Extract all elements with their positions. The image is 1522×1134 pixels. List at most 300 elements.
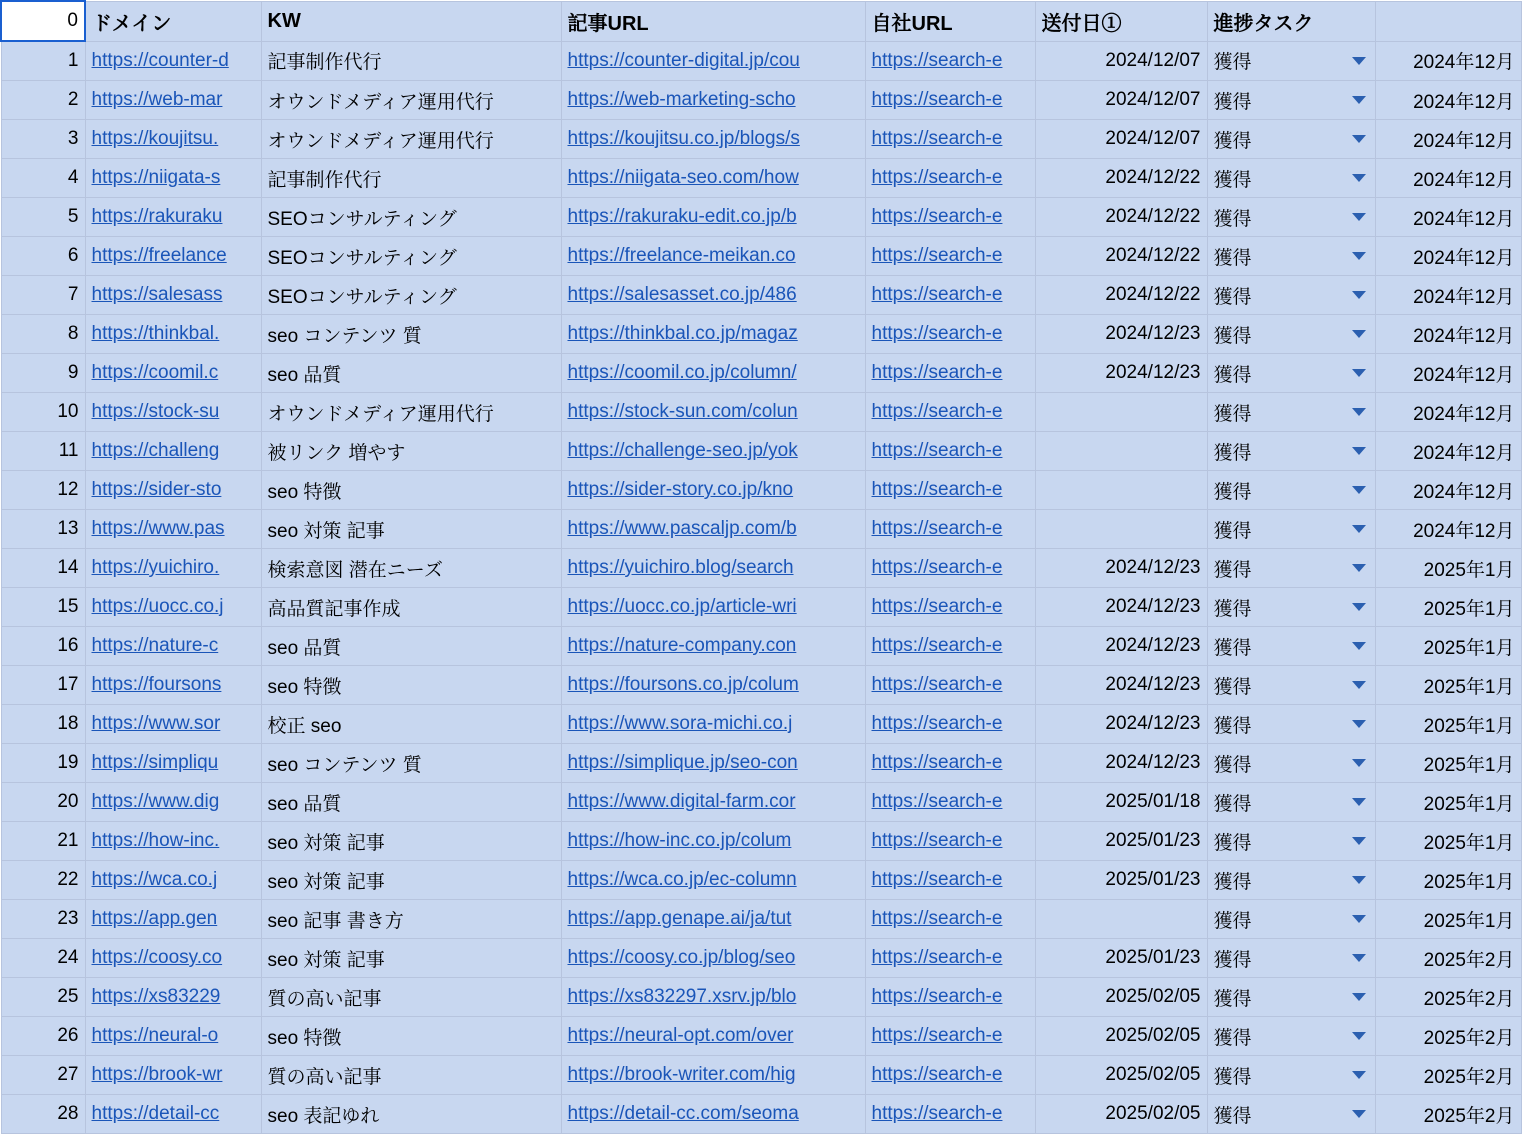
domain-link[interactable] xyxy=(85,666,261,705)
send-date-cell[interactable]: 2024/12/23 xyxy=(1035,627,1207,666)
own-url-link-text[interactable]: https://search-e xyxy=(871,323,1003,344)
row-index[interactable]: 23 xyxy=(1,900,85,939)
progress-task-dropdown[interactable] xyxy=(1207,393,1375,432)
progress-task-dropdown[interactable] xyxy=(1207,198,1375,237)
chevron-down-icon[interactable] xyxy=(1352,486,1366,494)
chevron-down-icon[interactable] xyxy=(1352,954,1366,962)
domain-link[interactable] xyxy=(85,432,261,471)
article-url-link-text[interactable]: https://salesasset.co.jp/486 xyxy=(567,284,797,305)
own-url-link[interactable] xyxy=(865,666,1035,705)
progress-task-dropdown[interactable] xyxy=(1207,666,1375,705)
article-url-link[interactable] xyxy=(561,822,865,861)
article-url-link[interactable] xyxy=(561,705,865,744)
month-cell[interactable]: 2024年12月 xyxy=(1375,81,1521,120)
chevron-down-icon[interactable] xyxy=(1352,408,1366,416)
own-url-link-text[interactable]: https://search-e xyxy=(871,596,1003,617)
article-url-link-text[interactable]: https://app.genape.ai/ja/tut xyxy=(567,908,792,929)
progress-task-dropdown[interactable] xyxy=(1207,588,1375,627)
progress-task-dropdown[interactable] xyxy=(1207,939,1375,978)
domain-link-text[interactable]: https://web-mar xyxy=(91,89,223,110)
header-index-cell[interactable]: 0 xyxy=(1,1,85,41)
domain-link[interactable] xyxy=(85,237,261,276)
domain-link[interactable] xyxy=(85,822,261,861)
month-cell[interactable]: 2024年12月 xyxy=(1375,276,1521,315)
header-kw[interactable]: KW xyxy=(261,1,561,41)
row-index[interactable]: 8 xyxy=(1,315,85,354)
table-row[interactable] xyxy=(1,159,1521,198)
domain-link-text[interactable]: https://coomil.c xyxy=(91,362,219,383)
article-url-link[interactable] xyxy=(561,861,865,900)
send-date-cell[interactable]: 2025/01/18 xyxy=(1035,783,1207,822)
article-url-link[interactable] xyxy=(561,744,865,783)
send-date-cell[interactable]: 2024/12/23 xyxy=(1035,744,1207,783)
keyword-cell[interactable]: seo 品質 xyxy=(261,627,561,666)
domain-link[interactable] xyxy=(85,549,261,588)
domain-link[interactable] xyxy=(85,783,261,822)
domain-link[interactable] xyxy=(85,354,261,393)
keyword-cell[interactable]: seo 対策 記事 xyxy=(261,822,561,861)
send-date-cell[interactable]: 2024/12/07 xyxy=(1035,120,1207,159)
domain-link[interactable] xyxy=(85,159,261,198)
chevron-down-icon[interactable] xyxy=(1352,1071,1366,1079)
table-row[interactable] xyxy=(1,315,1521,354)
own-url-link-text[interactable]: https://search-e xyxy=(871,128,1003,149)
own-url-link[interactable] xyxy=(865,1056,1035,1095)
domain-link[interactable] xyxy=(85,627,261,666)
send-date-cell[interactable]: 2025/01/23 xyxy=(1035,939,1207,978)
month-cell[interactable]: 2025年1月 xyxy=(1375,861,1521,900)
progress-task-dropdown[interactable] xyxy=(1207,744,1375,783)
own-url-link-text[interactable]: https://search-e xyxy=(871,791,1003,812)
row-index[interactable]: 26 xyxy=(1,1017,85,1056)
own-url-link-text[interactable]: https://search-e xyxy=(871,557,1003,578)
month-cell[interactable]: 2025年2月 xyxy=(1375,978,1521,1017)
table-row[interactable] xyxy=(1,939,1521,978)
chevron-down-icon[interactable] xyxy=(1352,174,1366,182)
article-url-link[interactable] xyxy=(561,1017,865,1056)
progress-task-dropdown[interactable] xyxy=(1207,861,1375,900)
keyword-cell[interactable]: SEOコンサルティング xyxy=(261,237,561,276)
progress-task-dropdown[interactable] xyxy=(1207,81,1375,120)
row-index[interactable]: 22 xyxy=(1,861,85,900)
article-url-link-text[interactable]: https://counter-digital.jp/cou xyxy=(567,49,800,71)
month-cell[interactable]: 2025年1月 xyxy=(1375,900,1521,939)
domain-link-text[interactable]: https://sider-sto xyxy=(91,479,222,500)
progress-task-dropdown[interactable] xyxy=(1207,120,1375,159)
send-date-cell[interactable]: 2025/01/23 xyxy=(1035,861,1207,900)
domain-link[interactable] xyxy=(85,1017,261,1056)
month-cell[interactable]: 2025年1月 xyxy=(1375,783,1521,822)
own-url-link-text[interactable]: https://search-e xyxy=(871,830,1003,851)
own-url-link[interactable] xyxy=(865,159,1035,198)
table-row[interactable] xyxy=(1,822,1521,861)
own-url-link-text[interactable]: https://search-e xyxy=(871,440,1003,461)
header-domain[interactable]: ドメイン xyxy=(85,1,261,41)
own-url-link-text[interactable]: https://search-e xyxy=(871,89,1003,110)
row-index[interactable]: 9 xyxy=(1,354,85,393)
own-url-link-text[interactable]: https://search-e xyxy=(871,362,1003,383)
row-index[interactable]: 19 xyxy=(1,744,85,783)
row-index[interactable]: 12 xyxy=(1,471,85,510)
article-url-link[interactable] xyxy=(561,432,865,471)
own-url-link[interactable] xyxy=(865,627,1035,666)
send-date-cell[interactable]: 2024/12/22 xyxy=(1035,237,1207,276)
keyword-cell[interactable]: seo 対策 記事 xyxy=(261,510,561,549)
domain-link-text[interactable]: https://xs83229 xyxy=(91,986,221,1007)
row-index[interactable]: 5 xyxy=(1,198,85,237)
month-cell[interactable]: 2024年12月 xyxy=(1375,432,1521,471)
table-row[interactable] xyxy=(1,354,1521,393)
domain-link[interactable] xyxy=(85,276,261,315)
article-url-link-text[interactable]: https://koujitsu.co.jp/blogs/s xyxy=(567,128,800,149)
domain-link[interactable] xyxy=(85,1056,261,1095)
row-index[interactable]: 2 xyxy=(1,81,85,120)
own-url-link[interactable] xyxy=(865,783,1035,822)
progress-task-dropdown[interactable] xyxy=(1207,510,1375,549)
table-row[interactable] xyxy=(1,120,1521,159)
own-url-link-text[interactable]: https://search-e xyxy=(871,245,1003,266)
header-progress-task[interactable]: 進捗タスク xyxy=(1207,1,1375,41)
article-url-link-text[interactable]: https://stock-sun.com/colun xyxy=(567,401,798,422)
article-url-link-text[interactable]: https://rakuraku-edit.co.jp/b xyxy=(567,206,797,227)
article-url-link-text[interactable]: https://thinkbal.co.jp/magaz xyxy=(567,323,798,344)
domain-link-text[interactable]: https://coosy.co xyxy=(91,947,223,968)
domain-link-text[interactable]: https://foursons xyxy=(91,674,222,695)
table-row[interactable] xyxy=(1,432,1521,471)
domain-link[interactable] xyxy=(85,510,261,549)
progress-task-dropdown[interactable] xyxy=(1207,432,1375,471)
table-row[interactable] xyxy=(1,588,1521,627)
send-date-cell[interactable] xyxy=(1035,471,1207,510)
month-cell[interactable]: 2024年12月 xyxy=(1375,471,1521,510)
own-url-link[interactable] xyxy=(865,510,1035,549)
keyword-cell[interactable]: seo 特徴 xyxy=(261,471,561,510)
month-cell[interactable]: 2024年12月 xyxy=(1375,198,1521,237)
row-index[interactable]: 16 xyxy=(1,627,85,666)
article-url-link-text[interactable]: https://www.digital-farm.cor xyxy=(567,791,796,812)
send-date-cell[interactable]: 2024/12/22 xyxy=(1035,159,1207,198)
table-row[interactable] xyxy=(1,510,1521,549)
progress-task-dropdown[interactable] xyxy=(1207,1056,1375,1095)
month-cell[interactable]: 2025年1月 xyxy=(1375,627,1521,666)
own-url-link[interactable] xyxy=(865,432,1035,471)
article-url-link[interactable] xyxy=(561,237,865,276)
article-url-link[interactable] xyxy=(561,666,865,705)
chevron-down-icon[interactable] xyxy=(1352,1032,1366,1040)
send-date-cell[interactable]: 2025/02/05 xyxy=(1035,1095,1207,1134)
article-url-link[interactable] xyxy=(561,1095,865,1134)
month-cell[interactable]: 2024年12月 xyxy=(1375,120,1521,159)
article-url-link[interactable] xyxy=(561,900,865,939)
month-cell[interactable]: 2024年12月 xyxy=(1375,41,1521,81)
own-url-link-text[interactable]: https://search-e xyxy=(871,1064,1003,1085)
chevron-down-icon[interactable] xyxy=(1352,291,1366,299)
article-url-link-text[interactable]: https://niigata-seo.com/how xyxy=(567,167,799,188)
table-row[interactable] xyxy=(1,978,1521,1017)
article-url-link[interactable] xyxy=(561,939,865,978)
send-date-cell[interactable]: 2025/01/23 xyxy=(1035,822,1207,861)
keyword-cell[interactable]: 検索意図 潜在ニーズ xyxy=(261,549,561,588)
row-index[interactable]: 20 xyxy=(1,783,85,822)
own-url-link-text[interactable]: https://search-e xyxy=(871,1103,1003,1124)
keyword-cell[interactable]: 記事制作代行 xyxy=(261,41,561,81)
article-url-link-text[interactable]: https://sider-story.co.jp/kno xyxy=(567,479,794,500)
month-cell[interactable]: 2025年2月 xyxy=(1375,1017,1521,1056)
table-row[interactable] xyxy=(1,237,1521,276)
chevron-down-icon[interactable] xyxy=(1352,642,1366,650)
month-cell[interactable]: 2024年12月 xyxy=(1375,237,1521,276)
article-url-link-text[interactable]: https://challenge-seo.jp/yok xyxy=(567,440,798,461)
article-url-link[interactable] xyxy=(561,120,865,159)
progress-task-dropdown[interactable] xyxy=(1207,354,1375,393)
progress-task-dropdown[interactable] xyxy=(1207,471,1375,510)
article-url-link[interactable] xyxy=(561,159,865,198)
table-row[interactable] xyxy=(1,1017,1521,1056)
chevron-down-icon[interactable] xyxy=(1352,57,1366,65)
domain-link[interactable] xyxy=(85,900,261,939)
table-row[interactable] xyxy=(1,783,1521,822)
article-url-link[interactable] xyxy=(561,315,865,354)
domain-link-text[interactable]: https://niigata-s xyxy=(91,167,221,188)
article-url-link[interactable] xyxy=(561,198,865,237)
keyword-cell[interactable]: seo 品質 xyxy=(261,354,561,393)
domain-link-text[interactable]: https://stock-su xyxy=(91,401,220,422)
article-url-link[interactable] xyxy=(561,549,865,588)
own-url-link[interactable] xyxy=(865,81,1035,120)
own-url-link[interactable] xyxy=(865,900,1035,939)
table-row[interactable] xyxy=(1,861,1521,900)
chevron-down-icon[interactable] xyxy=(1352,798,1366,806)
progress-task-dropdown[interactable] xyxy=(1207,705,1375,744)
send-date-cell[interactable] xyxy=(1035,432,1207,471)
month-cell[interactable]: 2025年2月 xyxy=(1375,1056,1521,1095)
keyword-cell[interactable]: seo コンテンツ 質 xyxy=(261,315,561,354)
own-url-link[interactable] xyxy=(865,276,1035,315)
row-index[interactable]: 17 xyxy=(1,666,85,705)
month-cell[interactable]: 2025年1月 xyxy=(1375,666,1521,705)
article-url-link-text[interactable]: https://simplique.jp/seo-con xyxy=(567,752,798,773)
own-url-link[interactable] xyxy=(865,549,1035,588)
row-index[interactable]: 1 xyxy=(1,41,85,81)
progress-task-dropdown[interactable] xyxy=(1207,627,1375,666)
send-date-cell[interactable]: 2025/02/05 xyxy=(1035,978,1207,1017)
progress-task-dropdown[interactable] xyxy=(1207,276,1375,315)
send-date-cell[interactable]: 2024/12/23 xyxy=(1035,705,1207,744)
month-cell[interactable]: 2024年12月 xyxy=(1375,354,1521,393)
keyword-cell[interactable]: SEOコンサルティング xyxy=(261,198,561,237)
own-url-link-text[interactable]: https://search-e xyxy=(871,635,1003,656)
table-row[interactable] xyxy=(1,666,1521,705)
table-row[interactable] xyxy=(1,549,1521,588)
chevron-down-icon[interactable] xyxy=(1352,564,1366,572)
row-index[interactable]: 10 xyxy=(1,393,85,432)
table-row[interactable] xyxy=(1,81,1521,120)
own-url-link[interactable] xyxy=(865,822,1035,861)
progress-task-dropdown[interactable] xyxy=(1207,41,1375,81)
article-url-link-text[interactable]: https://coosy.co.jp/blog/seo xyxy=(567,947,796,968)
domain-link-text[interactable]: https://simpliqu xyxy=(91,752,219,773)
article-url-link-text[interactable]: https://neural-opt.com/over xyxy=(567,1025,794,1046)
progress-task-dropdown[interactable] xyxy=(1207,783,1375,822)
send-date-cell[interactable]: 2024/12/07 xyxy=(1035,81,1207,120)
article-url-link[interactable] xyxy=(561,354,865,393)
keyword-cell[interactable]: seo 対策 記事 xyxy=(261,939,561,978)
article-url-link-text[interactable]: https://foursons.co.jp/colum xyxy=(567,674,799,695)
keyword-cell[interactable]: 高品質記事作成 xyxy=(261,588,561,627)
progress-task-dropdown[interactable] xyxy=(1207,549,1375,588)
domain-link[interactable] xyxy=(85,978,261,1017)
article-url-link[interactable] xyxy=(561,978,865,1017)
domain-link-text[interactable]: https://detail-cc xyxy=(91,1103,220,1124)
header-own-url[interactable]: 自社URL xyxy=(865,1,1035,41)
domain-link-text[interactable]: https://www.pas xyxy=(91,518,225,539)
progress-task-dropdown[interactable] xyxy=(1207,315,1375,354)
month-cell[interactable]: 2024年12月 xyxy=(1375,510,1521,549)
keyword-cell[interactable]: seo 品質 xyxy=(261,783,561,822)
domain-link[interactable] xyxy=(85,41,261,81)
article-url-link[interactable] xyxy=(561,627,865,666)
article-url-link-text[interactable]: https://detail-cc.com/seoma xyxy=(567,1103,799,1124)
keyword-cell[interactable]: seo 特徴 xyxy=(261,1017,561,1056)
row-index[interactable]: 4 xyxy=(1,159,85,198)
header-send-date[interactable]: 送付日① xyxy=(1035,1,1207,41)
keyword-cell[interactable]: seo 記事 書き方 xyxy=(261,900,561,939)
keyword-cell[interactable]: SEOコンサルティング xyxy=(261,276,561,315)
article-url-link-text[interactable]: https://brook-writer.com/hig xyxy=(567,1064,796,1085)
keyword-cell[interactable]: オウンドメディア運用代行 xyxy=(261,393,561,432)
chevron-down-icon[interactable] xyxy=(1352,135,1366,143)
own-url-link[interactable] xyxy=(865,978,1035,1017)
own-url-link-text[interactable]: https://search-e xyxy=(871,479,1003,500)
article-url-link-text[interactable]: https://uocc.co.jp/article-wri xyxy=(567,596,797,617)
article-url-link-text[interactable]: https://web-marketing-scho xyxy=(567,89,796,110)
domain-link[interactable] xyxy=(85,744,261,783)
chevron-down-icon[interactable] xyxy=(1352,525,1366,533)
row-index[interactable]: 28 xyxy=(1,1095,85,1134)
keyword-cell[interactable]: オウンドメディア運用代行 xyxy=(261,120,561,159)
send-date-cell[interactable]: 2024/12/23 xyxy=(1035,315,1207,354)
article-url-link[interactable] xyxy=(561,393,865,432)
own-url-link-text[interactable]: https://search-e xyxy=(871,947,1003,968)
domain-link[interactable] xyxy=(85,81,261,120)
own-url-link[interactable] xyxy=(865,41,1035,81)
table-row[interactable] xyxy=(1,198,1521,237)
article-url-link[interactable] xyxy=(561,783,865,822)
article-url-link-text[interactable]: https://yuichiro.blog/search xyxy=(567,557,794,578)
own-url-link[interactable] xyxy=(865,198,1035,237)
article-url-link[interactable] xyxy=(561,41,865,81)
own-url-link-text[interactable]: https://search-e xyxy=(871,674,1003,695)
article-url-link-text[interactable]: https://coomil.co.jp/column/ xyxy=(567,362,797,383)
progress-task-dropdown[interactable] xyxy=(1207,159,1375,198)
send-date-cell[interactable]: 2024/12/23 xyxy=(1035,588,1207,627)
own-url-link[interactable] xyxy=(865,705,1035,744)
table-row[interactable] xyxy=(1,41,1521,81)
progress-task-dropdown[interactable] xyxy=(1207,822,1375,861)
keyword-cell[interactable]: seo コンテンツ 質 xyxy=(261,744,561,783)
domain-link-text[interactable]: https://app.gen xyxy=(91,908,218,929)
chevron-down-icon[interactable] xyxy=(1352,915,1366,923)
row-index[interactable]: 3 xyxy=(1,120,85,159)
domain-link[interactable] xyxy=(85,1095,261,1134)
row-index[interactable]: 11 xyxy=(1,432,85,471)
table-row[interactable] xyxy=(1,393,1521,432)
domain-link[interactable] xyxy=(85,588,261,627)
keyword-cell[interactable]: seo 対策 記事 xyxy=(261,861,561,900)
domain-link[interactable] xyxy=(85,315,261,354)
progress-task-dropdown[interactable] xyxy=(1207,900,1375,939)
keyword-cell[interactable]: seo 特徴 xyxy=(261,666,561,705)
month-cell[interactable]: 2024年12月 xyxy=(1375,393,1521,432)
progress-task-dropdown[interactable] xyxy=(1207,1095,1375,1134)
header-article-url[interactable]: 記事URL xyxy=(561,1,865,41)
domain-link-text[interactable]: https://thinkbal. xyxy=(91,323,220,344)
own-url-link[interactable] xyxy=(865,237,1035,276)
own-url-link[interactable] xyxy=(865,120,1035,159)
domain-link-text[interactable]: https://koujitsu. xyxy=(91,128,219,149)
row-index[interactable]: 25 xyxy=(1,978,85,1017)
own-url-link[interactable] xyxy=(865,315,1035,354)
article-url-link-text[interactable]: https://xs832297.xsrv.jp/blo xyxy=(567,986,797,1007)
own-url-link[interactable] xyxy=(865,861,1035,900)
own-url-link-text[interactable]: https://search-e xyxy=(871,206,1003,227)
progress-task-dropdown[interactable] xyxy=(1207,237,1375,276)
domain-link-text[interactable]: https://brook-wr xyxy=(91,1064,223,1085)
month-cell[interactable]: 2025年1月 xyxy=(1375,744,1521,783)
month-cell[interactable]: 2025年1月 xyxy=(1375,705,1521,744)
chevron-down-icon[interactable] xyxy=(1352,213,1366,221)
table-row[interactable] xyxy=(1,705,1521,744)
chevron-down-icon[interactable] xyxy=(1352,252,1366,260)
own-url-link[interactable] xyxy=(865,1095,1035,1134)
row-index[interactable]: 14 xyxy=(1,549,85,588)
domain-link-text[interactable]: https://how-inc. xyxy=(91,830,220,851)
domain-link-text[interactable]: https://rakuraku xyxy=(91,206,223,227)
table-row[interactable] xyxy=(1,1056,1521,1095)
keyword-cell[interactable]: オウンドメディア運用代行 xyxy=(261,81,561,120)
table-row[interactable] xyxy=(1,744,1521,783)
domain-link-text[interactable]: https://wca.co.j xyxy=(91,869,218,890)
article-url-link-text[interactable]: https://freelance-meikan.co xyxy=(567,245,796,266)
send-date-cell[interactable]: 2024/12/23 xyxy=(1035,354,1207,393)
send-date-cell[interactable]: 2024/12/22 xyxy=(1035,276,1207,315)
send-date-cell[interactable] xyxy=(1035,510,1207,549)
article-url-link-text[interactable]: https://nature-company.con xyxy=(567,635,797,656)
send-date-cell[interactable]: 2024/12/23 xyxy=(1035,666,1207,705)
domain-link[interactable] xyxy=(85,705,261,744)
domain-link[interactable] xyxy=(85,471,261,510)
chevron-down-icon[interactable] xyxy=(1352,96,1366,104)
chevron-down-icon[interactable] xyxy=(1352,759,1366,767)
domain-link[interactable] xyxy=(85,120,261,159)
article-url-link[interactable] xyxy=(561,510,865,549)
chevron-down-icon[interactable] xyxy=(1352,720,1366,728)
table-row[interactable] xyxy=(1,276,1521,315)
month-cell[interactable]: 2024年12月 xyxy=(1375,159,1521,198)
keyword-cell[interactable]: 校正 seo xyxy=(261,705,561,744)
table-row[interactable] xyxy=(1,627,1521,666)
send-date-cell[interactable]: 2025/02/05 xyxy=(1035,1017,1207,1056)
article-url-link-text[interactable]: https://www.sora-michi.co.j xyxy=(567,713,793,734)
send-date-cell[interactable] xyxy=(1035,393,1207,432)
domain-link-text[interactable]: https://salesass xyxy=(91,284,223,305)
article-url-link[interactable] xyxy=(561,471,865,510)
month-cell[interactable]: 2025年1月 xyxy=(1375,822,1521,861)
own-url-link-text[interactable]: https://search-e xyxy=(871,869,1003,890)
domain-link-text[interactable]: https://counter-d xyxy=(91,49,229,71)
article-url-link[interactable] xyxy=(561,588,865,627)
domain-link-text[interactable]: https://neural-o xyxy=(91,1025,219,1046)
